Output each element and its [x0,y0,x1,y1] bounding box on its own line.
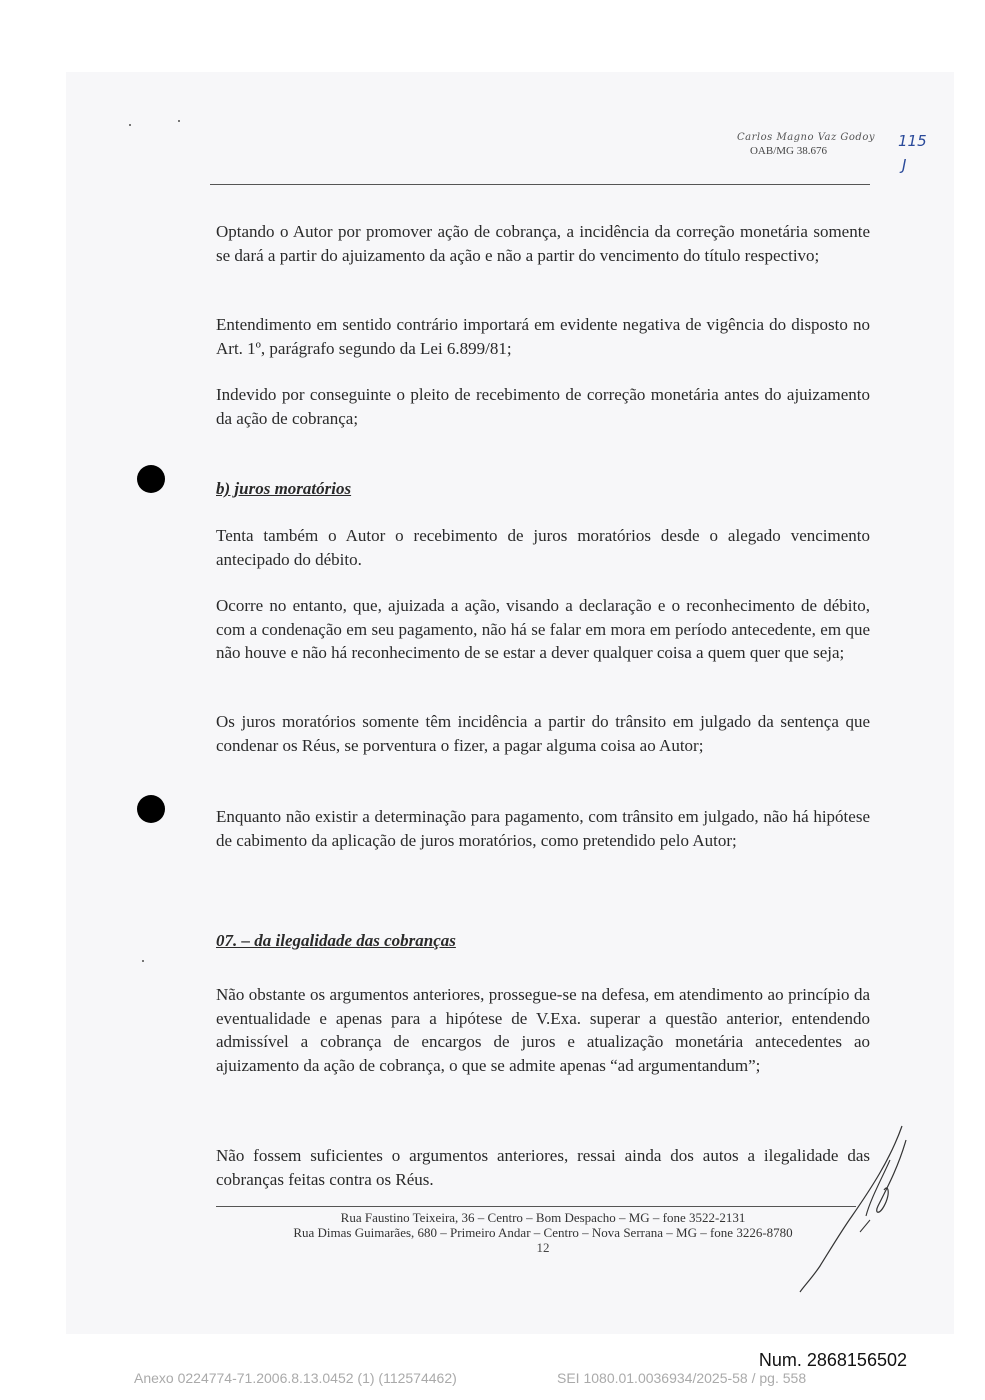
footer-address: Rua Dimas Guimarães, 680 – Primeiro Andar – Centro – Nova Serrana – MG – fone 3226-8780 [293,1225,793,1240]
paragraph [216,710,870,757]
paragraph-text: Entendimento em sentido contrário importará em evidente negativa de vigência do disposto no Art. 1º, parágrafo segundo da Lei 6.899/81; [216,315,870,358]
punch-hole [137,465,165,493]
letterhead [615,132,875,157]
oab-number: OAB/MG 38.676 [749,145,827,157]
paragraph [216,220,870,267]
paragraph [216,983,870,1077]
paragraph-text: Não obstante os argumentos anteriores, prossegue-se na defesa, em atendimento ao princípio da eventualidade e apenas para a hipótese de V.Exa. superar a questão anterior, entendendo admissível a cobrança de encargos de juros e atualização monetária antecedentes ao ajuizamento da ação de cobrança, o que se admite apenas “ad argumentandum”; [216,985,870,1075]
paragraph [216,383,870,430]
paragraph-text: Os juros moratórios somente têm incidência a partir do trânsito em julgado da sentença que condenar os Réus, se porventura o fizer, a pagar alguma coisa ao Autor; [216,712,870,755]
section-heading: b) juros moratórios [216,479,352,498]
footer-address: Rua Faustino Teixeira, 36 – Centro – Bom Despacho – MG – fone 3522-2131 [340,1210,746,1225]
handwritten-initial: J [902,156,907,174]
paragraph-text: Indevido por conseguinte o pleito de recebimento de correção monetária antes do ajuizamento da ação de cobrança; [216,385,870,428]
handwritten-page-mark: 115 [898,132,927,150]
letterhead-signature: Carlos Magno Vaz Godoy [737,132,875,143]
sei-stamp: SEI 1080.01.0036934/2025-58 / pg. 558 [557,1370,807,1386]
paragraph [216,313,870,360]
paragraph-text: Optando o Autor por promover ação de cobrança, a incidência da correção monetária somente se dará a partir do ajuizamento da ação e não a partir do vencimento do título respectivo; [216,222,870,265]
section-heading: 07. – da ilegalidade das cobranças [216,931,456,950]
scan-speck [178,120,180,122]
paragraph-text: Enquanto não existir a determinação para pagamento, com trânsito em julgado, não há hipótese de cabimento da aplicação de juros moratórios, como pretendido pelo Autor; [216,807,870,850]
scan-speck [129,124,131,126]
scan-speck [142,960,144,962]
paragraph-text: Não fossem suficientes o argumentos anteriores, ressai ainda dos autos a ilegalidade das cobranças feitas contra os Réus. [216,1146,870,1189]
paragraph-text: Ocorre no entanto, que, ajuizada a ação, visando a declaração e o reconhecimento de débito, com a condenação em seu pagamento, não há se falar em mora em período antecedente, em que não houve e não há reconhecimento de se estar a dever qualquer coisa a quem quer que seja; [216,596,870,662]
header-divider [210,184,870,185]
footer-divider [216,1206,856,1207]
paragraph [216,1144,870,1191]
paragraph [216,524,870,571]
paragraph-text: Tenta também o Autor o recebimento de juros moratórios desde o alegado vencimento antecipado do débito. [216,526,870,569]
document-number-stamp: Num. 2868156502 [758,1350,907,1370]
punch-hole [137,795,165,823]
annex-stamp: Anexo 0224774-71.2006.8.13.0452 (1) (112574462) [134,1370,457,1386]
paragraph [216,805,870,852]
paragraph [216,594,870,665]
page-number: 12 [536,1240,550,1255]
